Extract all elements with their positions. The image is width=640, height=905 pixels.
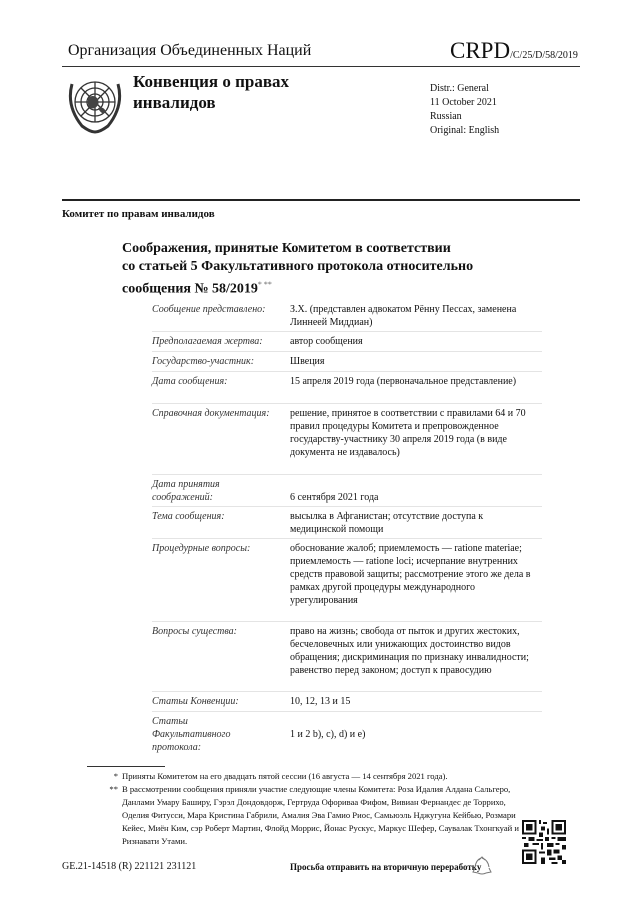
row-label: Процедурные вопросы: (152, 543, 251, 554)
distribution-block (430, 82, 499, 138)
header-rule (62, 66, 580, 67)
footnote-text: В рассмотрении сообщения приняли участие следующие члены Комитета: Роза Идалия Алдана Сальгеро, Данлами Умару Баширу, Гэрэл Дондовдорж, Гертруда Офориваа Фифом, Вивиан Фернандес де Торрихо, Оделия Фитусси, Мара Кристина Габрили, Амалия Эва Гамио Риос, Самьюэль Нджугуна Кейбью, Розмари Кейес, Миён Ким, сэр Роберт Мартин, Флойд Моррис, Йонас Рускус, Маркус Шефер, Саувалак Тхонгкуай и Ризнавати Утами. (122, 784, 520, 846)
row-value: автор сообщения (290, 336, 363, 347)
row-value: решение, принятое в соответствии с правилами 64 и 70 правил процедуры Комитета и препровожденное государству-участнику 30 апреля 2019 года (в виде документа не издавалось) (290, 408, 526, 458)
distr: Distr.: General (430, 83, 489, 94)
row-divider (152, 691, 542, 692)
row-divider (152, 403, 542, 404)
job-number: GE.21-14518 (R) 221121 231121 (62, 861, 197, 872)
row-label: Государство-участник: (152, 356, 255, 367)
row-divider (152, 711, 542, 712)
row-label: Предполагаемая жертва: (152, 336, 263, 347)
recycle-notice: Просьба отправить на вторичную переработку (290, 862, 482, 872)
row-value: право на жизнь; свобода от пыток и других жестоких, бесчеловечных или унижающих достоинство видов обращения; дискриминация по признаку инвалидности; равенство перед законом; доступ к правосудию (290, 626, 529, 676)
row-value: 15 апреля 2019 года (первоначальное представление) (290, 376, 517, 387)
row-divider (152, 621, 542, 622)
row-label: Дата принятия соображений: (152, 479, 220, 503)
distr-language: Russian (430, 111, 462, 122)
row-label: Дата сообщения: (152, 376, 228, 387)
row-label: Статьи Конвенции: (152, 696, 239, 707)
row-value: обоснование жалоб; приемлемость — ratione materiae; приемлемость — ratione loci; исчерпание внутренних средств правовой защиты; рассмотрение этого же дела в рамках другой процедуры международного урегулирования (290, 543, 531, 606)
footnote-marks: * ** (257, 280, 272, 289)
distr-original: Original: English (430, 125, 500, 136)
thick-rule (62, 199, 580, 201)
row-divider (152, 331, 542, 332)
row-divider (152, 538, 542, 539)
row-divider (152, 474, 542, 475)
heading-line: сообщения № 58/2019 (122, 281, 258, 297)
footnote-mark: * (113, 771, 118, 781)
committee-name: Комитет по правам инвалидов (62, 208, 215, 220)
row-value: З.Х. (представлен адвокатом Рённу Пессах, заменена Линнеей Миддиан) (290, 304, 517, 328)
convention-title (133, 71, 289, 113)
convention-title-line: инвалидов (133, 93, 216, 112)
footnote (113, 770, 522, 783)
symbol-main: CRPD (450, 38, 511, 63)
convention-title-line: Конвенция о правах (133, 72, 290, 91)
recycle-icon (472, 856, 492, 876)
row-label: Сообщение представлено: (152, 304, 266, 315)
row-value: 6 сентября 2021 года (290, 492, 379, 503)
qr-code-icon (522, 820, 566, 864)
row-divider (152, 371, 542, 372)
footnote-rule (87, 766, 165, 767)
footnote-mark: ** (109, 784, 118, 794)
row-value: 10, 12, 13 и 15 (290, 696, 351, 707)
footnote-text: Приняты Комитетом на его двадцать пятой сессии (16 августа — 14 сентября 2021 года). (122, 771, 448, 781)
row-label: Справочная документация: (152, 408, 270, 419)
organization-name: Организация Объединенных Наций (68, 42, 312, 59)
row-label: Статьи Факультативного протокола: (152, 716, 231, 753)
row-divider (152, 351, 542, 352)
row-divider (152, 506, 542, 507)
row-label: Тема сообщения: (152, 511, 225, 522)
un-emblem-icon (64, 72, 126, 136)
heading-line: со статьей 5 Факультативного протокола относительно (122, 259, 474, 274)
footnote (109, 783, 520, 848)
symbol-rest: /C/25/D/58/2019 (510, 50, 578, 61)
row-value: Швеция (290, 356, 325, 367)
document-symbol (450, 38, 578, 64)
document-heading (122, 240, 542, 299)
row-label: Вопросы существа: (152, 626, 237, 637)
heading-line: Соображения, принятые Комитетом в соответствии (122, 241, 451, 256)
row-value: 1 и 2 b), c), d) и e) (290, 729, 366, 740)
row-value: высылка в Афганистан; отсутствие доступа к медицинской помощи (290, 511, 484, 535)
distr-date: 11 October 2021 (430, 97, 497, 108)
